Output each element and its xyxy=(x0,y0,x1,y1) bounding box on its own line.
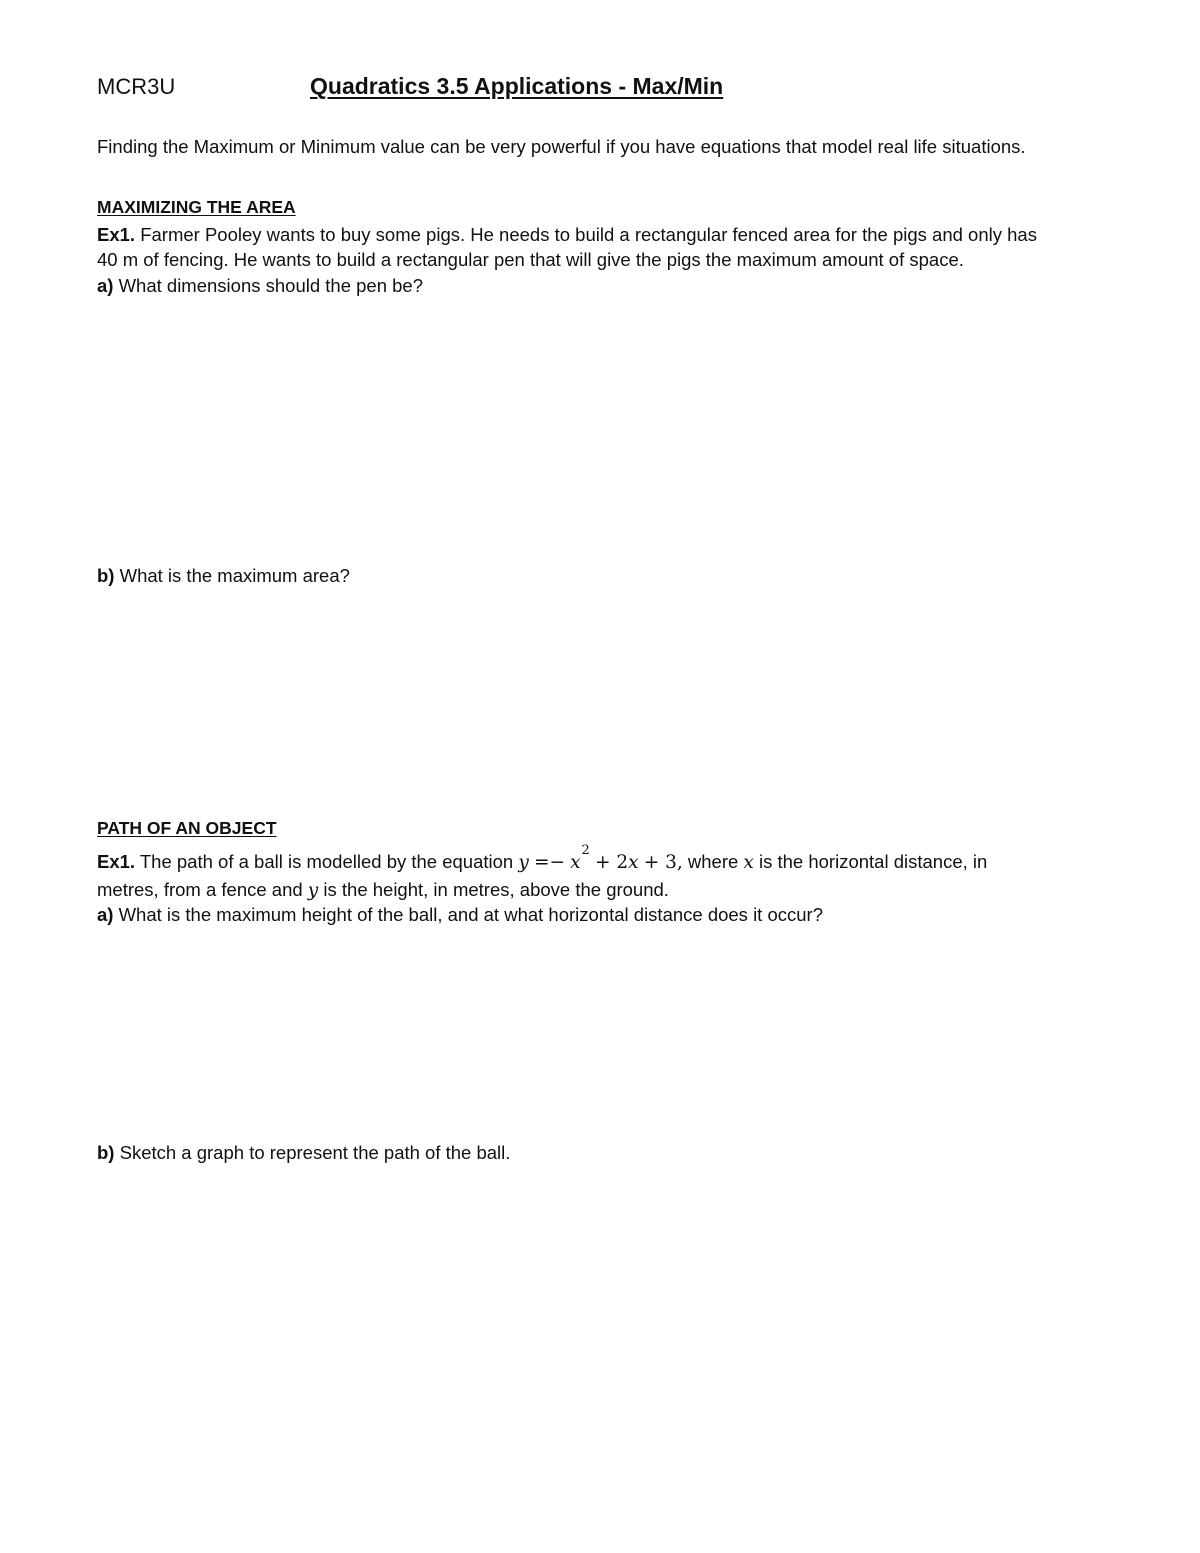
area-example-line2: 40 m of fencing. He wants to build a rectangular pen that will give the pigs the maximum amount of space. xyxy=(97,249,964,270)
example-label: Ex1. xyxy=(97,851,136,872)
part-a-label: a) xyxy=(97,904,114,925)
var-x: x xyxy=(743,852,754,873)
path-example-line1 xyxy=(97,843,988,877)
page-title: Quadratics 3.5 Applications - Max/Min xyxy=(310,73,724,99)
intro-text: Finding the Maximum or Minimum value can be very powerful if you have equations that model real life situations. xyxy=(97,136,1026,157)
part-b-question: What is the maximum area? xyxy=(119,565,350,586)
eq-x-linear: x xyxy=(628,852,639,873)
eq-plus-2: + 2 xyxy=(594,852,629,873)
eq-comma: , xyxy=(676,852,683,873)
equation xyxy=(518,843,688,873)
eq-plus-3: + 3 xyxy=(643,852,677,873)
example-text: Farmer Pooley wants to buy some pigs. He needs to build a rectangular fenced area for the pigs and only has xyxy=(140,224,1037,245)
area-part-b xyxy=(97,563,350,588)
line2-b: is the height, in metres, above the ground. xyxy=(323,879,669,900)
eq-equals: =− xyxy=(533,852,565,873)
course-code: MCR3U xyxy=(97,74,176,99)
part-a-question: What dimensions should the pen be? xyxy=(118,275,424,296)
path-example-line2 xyxy=(97,877,669,903)
path-part-b xyxy=(97,1140,510,1165)
part-b-question: Sketch a graph to represent the path of the ball. xyxy=(119,1142,511,1163)
part-b-label: b) xyxy=(97,565,115,586)
part-a-question: What is the maximum height of the ball, and at what horizontal distance does it occur? xyxy=(118,904,823,925)
path-part-a xyxy=(97,902,823,927)
eq-exponent: 2 xyxy=(581,843,590,858)
eq-x: x xyxy=(570,852,581,873)
example-text: The path of a ball is modelled by the equation xyxy=(139,851,514,872)
var-y: y xyxy=(307,880,319,901)
part-b-label: b) xyxy=(97,1142,115,1163)
example-text-mid2: is the horizontal distance, in xyxy=(759,851,988,872)
area-part-a xyxy=(97,273,423,298)
section-heading-area: MAXIMIZING THE AREA xyxy=(97,197,296,217)
eq-y: y xyxy=(518,852,529,873)
part-a-label: a) xyxy=(97,275,114,296)
section-heading-path: PATH OF AN OBJECT xyxy=(97,818,277,838)
line2-a: metres, from a fence and xyxy=(97,879,303,900)
area-example-line1 xyxy=(97,222,1037,247)
example-text-mid1: where xyxy=(687,851,739,872)
example-label: Ex1. xyxy=(97,224,136,245)
